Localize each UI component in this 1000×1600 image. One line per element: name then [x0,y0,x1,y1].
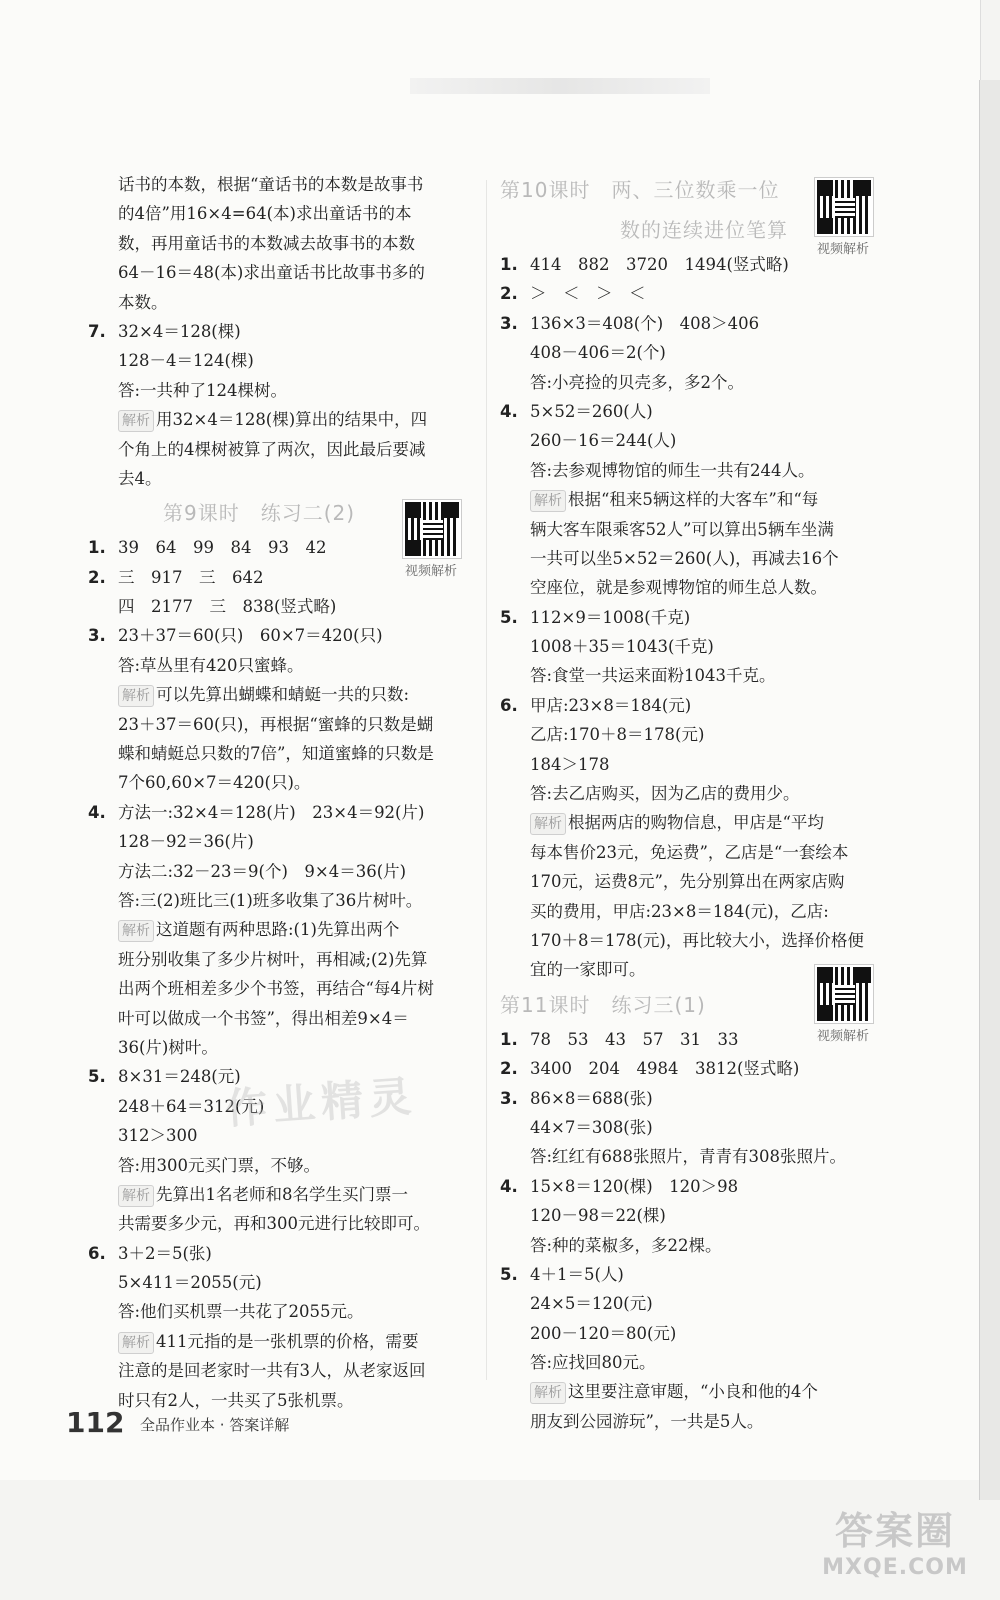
answer-line [88,1297,468,1326]
item-number: 3. [88,626,106,646]
line-text: 方法二:32－23＝9(个) 9×4＝36(片) [118,861,407,881]
answer-item [500,691,880,720]
answer-line [88,974,468,1003]
line-text: 用32×4＝128(棵)算出的结果中，四 [156,410,428,430]
answer-item [88,621,468,650]
qr-code-lesson10[interactable] [815,178,873,236]
line-text: 朋友到公园游玩”，一共是5人。 [530,1411,764,1431]
answer-line [88,592,468,621]
line-text: 答:草丛里有420只蜜蜂。 [118,655,304,675]
analysis-tag: 解析 [530,1382,566,1404]
line-text: 120－98＝22(棵) [530,1206,666,1226]
answer-line [88,346,468,375]
answer-line [88,288,468,317]
line-text: 411元指的是一张机票的价格，需要 [156,1331,419,1351]
footer-title: 全品作业本 · 答案详解 [140,1416,290,1434]
item-number: 5. [88,1067,106,1087]
answer-line [88,464,468,493]
line-text: 宜的一家即可。 [530,960,646,980]
line-text: 5×52＝260(人) [530,401,653,421]
line-text: 话书的本数，根据“童话书的本数是故事书 [118,175,424,194]
answer-line [88,199,468,228]
line-text: ＞ ＜ ＞ ＜ [530,284,646,304]
line-text: 78 53 43 57 31 33 [530,1029,739,1049]
item-number: 6. [500,695,518,715]
line-text: 44×7＝308(张) [530,1117,653,1137]
qr-label-lesson11: 视频解析 [816,1029,869,1044]
answer-item [500,1172,880,1201]
site-watermark-big: 答案圈 [834,1509,955,1553]
line-text: 170＋8＝178(元)，再比较大小，选择价格便 [530,930,864,950]
answer-line [88,857,468,886]
item-number: 1. [500,255,518,274]
line-text: 24×5＝120(元) [530,1294,653,1314]
analysis-tag: 解析 [118,1332,154,1354]
page-number: 112 [66,1406,125,1439]
analysis-tag: 解析 [530,813,566,835]
line-text: 去4。 [118,468,162,488]
watermark-text: 作业精灵 [223,1071,419,1134]
answer-line [88,651,468,680]
answer-line [500,573,880,602]
answer-line [88,1386,468,1415]
answer-line [88,1356,468,1385]
item-number: 3. [500,1088,518,1108]
answer-item [500,397,880,426]
line-text: 答:去参观博物馆的师生一共有244人。 [530,460,815,480]
line-text: 本数。 [118,292,168,312]
lesson-title: 第10课时 两、三位数乘一位 [500,178,780,202]
line-text: 64－16＝48(本)求出童话书比故事书多的 [118,263,425,283]
right-column [500,170,880,1436]
analysis-tag: 解析 [118,920,154,942]
answer-line [88,1327,468,1356]
line-text: 可以先算出蝴蝶和蜻蜓一共的只数: [156,685,410,705]
line-text: 260－16＝244(人) [530,431,677,451]
line-text: 个角上的4棵树被算了两次，因此最后要减 [118,439,426,459]
answer-line [500,838,880,867]
item-number: 4. [500,401,518,421]
line-text: 三 917 三 642 [118,567,264,587]
answer-line [500,779,880,808]
line-text: 答:种的菜椒多，多22棵。 [530,1235,722,1255]
line-text: 先算出1名老师和8名学生买门票一 [156,1184,408,1204]
line-text: 空座位，就是参观博物馆的师生总人数。 [530,578,827,598]
answer-item [88,317,468,346]
line-text: 根据“租来5辆这样的大客车”和“每 [568,490,819,510]
analysis-tag: 解析 [118,410,154,432]
answer-line [88,1268,468,1297]
item-number: 1. [500,1029,518,1049]
lesson-title: 第11课时 练习三(1) [500,992,706,1017]
line-text: 辆大客车限乘客52人”可以算出5辆车坐满 [530,519,834,539]
line-text: 248＋64＝312(元) [118,1096,265,1116]
item-number: 2. [500,1059,518,1079]
line-text: 买的费用，甲店:23×8＝184(元)，乙店: [530,901,829,921]
line-text: 15×8＝120(棵) 120＞98 [530,1176,739,1196]
answer-item [500,309,880,338]
line-text: 每本售价23元，免运费”，乙店是“一套绘本 [530,842,849,862]
qr-code-lesson11[interactable] [815,965,873,1023]
answer-line [500,368,880,397]
line-text: 39 64 99 84 93 42 [118,538,327,558]
line-text: 32×4＝128(棵) [118,321,241,341]
item-number: 5. [500,607,518,627]
line-text: 一共可以坐5×52＝260(人)，再减去16个 [530,548,839,568]
answer-line [88,405,468,434]
line-text: 36(片)树叶。 [118,1037,218,1057]
line-text: 23＋37＝60(只)，再根据“蜜蜂的只数是蝴 [118,714,434,734]
answer-line [88,680,468,709]
line-text: 8×31＝248(元) [118,1067,241,1087]
line-text: 答:他们买机票一共花了2055元。 [118,1302,364,1322]
line-text: 312＞300 [118,1126,198,1146]
line-text: 4＋1＝5(人) [530,1264,624,1284]
item-number: 6. [88,1243,106,1263]
answer-line [88,739,468,768]
line-text: 答:三(2)班比三(1)班多收集了36片树叶。 [118,890,423,910]
line-text: 答:应找回80元。 [530,1353,656,1373]
line-text: 86×8＝688(张) [530,1088,653,1108]
line-text: 叶可以做成一个书签”，得出相差9×4＝ [118,1008,409,1028]
header-blur [410,78,710,94]
answer-line [88,1209,468,1238]
line-text: 甲店:23×8＝184(元) [530,695,692,715]
answer-line [88,915,468,944]
line-text: 答:食堂一共运来面粉1043千克。 [530,666,776,686]
answer-line [88,1004,468,1033]
answer-line [500,1319,880,1348]
line-text: 乙店:170＋8＝178(元) [530,725,705,745]
site-watermark-url: MXQE.COM [822,1555,968,1580]
analysis-tag: 解析 [118,1185,154,1207]
answer-item [500,1084,880,1113]
line-text: 1008＋35＝1043(千克) [530,637,714,657]
line-text: 这里要注意审题，“小良和他的4个 [568,1382,818,1402]
answer-line [500,867,880,896]
line-text: 136×3＝408(个) 408＞406 [530,313,760,333]
line-text: 时只有2人，一共买了5张机票。 [118,1390,354,1410]
answer-line [500,338,880,367]
qr-label-lesson10: 视频解析 [816,242,869,257]
item-number: 5. [500,1264,518,1284]
answer-line [500,1289,880,1318]
answer-item [500,1054,880,1083]
answer-item [88,798,468,827]
line-text: 数，再用童话书的本数减去故事书的本数 [118,233,415,253]
line-text: 答:去乙店购买，因为乙店的费用少。 [530,784,800,804]
line-text: 3400 204 4984 3812(竖式略) [530,1059,800,1079]
page-edge [979,80,1000,1500]
line-text: 方法一:32×4＝128(片) 23×4＝92(片) [118,802,425,822]
site-watermark [810,1500,980,1580]
answer-line [500,661,880,690]
item-number: 2. [500,284,518,304]
line-text: 170元，运费8元”，先分别算出在两家店购 [530,872,845,892]
answer-line [88,170,468,199]
answer-line [500,1407,880,1436]
answer-line [88,1033,468,1062]
line-text: 根据两店的购物信息，甲店是“平均 [568,813,824,833]
line-text: 的4倍”用16×4=64(本)求出童话书的本 [118,204,412,224]
line-text: 注意的是回老家时一共有3人，从老家返回 [118,1361,426,1381]
analysis-tag: 解析 [118,685,154,707]
answer-line [88,827,468,856]
line-text: 3＋2＝5(张) [118,1243,212,1263]
answer-line [88,886,468,915]
line-text: 128－92＝36(片) [118,832,254,852]
lesson-title: 数的连续进位笔算 [620,218,788,242]
answer-line [88,1151,468,1180]
line-text: 112×9＝1008(千克) [530,607,691,627]
answer-line [500,1113,880,1142]
answer-line [88,435,468,464]
answer-line [88,258,468,287]
line-text: 答:红红有688张照片，青青有308张照片。 [530,1147,847,1167]
answer-line [88,376,468,405]
column-divider [486,180,487,1380]
line-text: 共需要多少元，再和300元进行比较即可。 [118,1214,430,1234]
line-text: 蝶和蜻蜓总只数的7倍”，知道蜜蜂的只数是 [118,744,434,764]
line-text: 5×411＝2055(元) [118,1273,262,1293]
answer-line [88,229,468,258]
answer-line [500,897,880,926]
item-number: 4. [500,1176,518,1196]
line-text: 23＋37＝60(只) 60×7＝420(只) [118,626,383,646]
answer-line [500,720,880,749]
answer-line [88,945,468,974]
item-number: 7. [88,321,106,341]
line-text: 答:小亮捡的贝壳多，多2个。 [530,372,745,392]
answer-line [88,1180,468,1209]
answer-line [500,808,880,837]
answer-line [88,768,468,797]
line-text: 7个60,60×7＝420(只)。 [118,773,311,793]
line-text: 答:用300元买门票，不够。 [118,1155,321,1175]
line-text: 出两个班相差多少个书签，再结合“每4片树 [118,979,434,999]
line-text: 128－4＝124(棵) [118,351,254,371]
qr-label-lesson9: 视频解析 [404,564,457,579]
answer-item [500,603,880,632]
line-text: 四 2177 三 838(竖式略) [118,597,337,617]
answer-line [500,1231,880,1260]
answer-line [500,515,880,544]
qr-code-lesson9[interactable] [403,500,461,558]
line-text: 这道题有两种思路:(1)先算出两个 [156,920,400,940]
item-number: 4. [88,802,106,822]
line-text: 班分别收集了多少片树叶，再相减;(2)先算 [118,949,428,969]
answer-item [500,1260,880,1289]
answer-line [500,544,880,573]
answer-line [500,750,880,779]
answer-line [500,1142,880,1171]
answer-line [500,485,880,514]
answer-line [500,926,880,955]
answer-line [500,456,880,485]
answer-line [500,1348,880,1377]
item-number: 3. [500,313,518,333]
answer-line [500,1201,880,1230]
answer-line [88,710,468,739]
answer-line [500,1377,880,1406]
left-column [88,170,468,1415]
lesson-title: 第9课时 练习二(2) [163,501,356,526]
line-text: 414 882 3720 1494(竖式略) [530,255,789,274]
item-number: 1. [88,538,106,558]
answer-item [88,1239,468,1268]
line-text: 答:一共种了124棵树。 [118,380,288,400]
item-number: 2. [88,567,106,587]
line-text: 408－406＝2(个) [530,343,666,363]
answer-item [500,279,880,308]
analysis-tag: 解析 [530,490,566,512]
answer-line [500,632,880,661]
answer-line [500,426,880,455]
line-text: 200－120＝80(元) [530,1323,677,1343]
line-text: 184＞178 [530,754,610,774]
